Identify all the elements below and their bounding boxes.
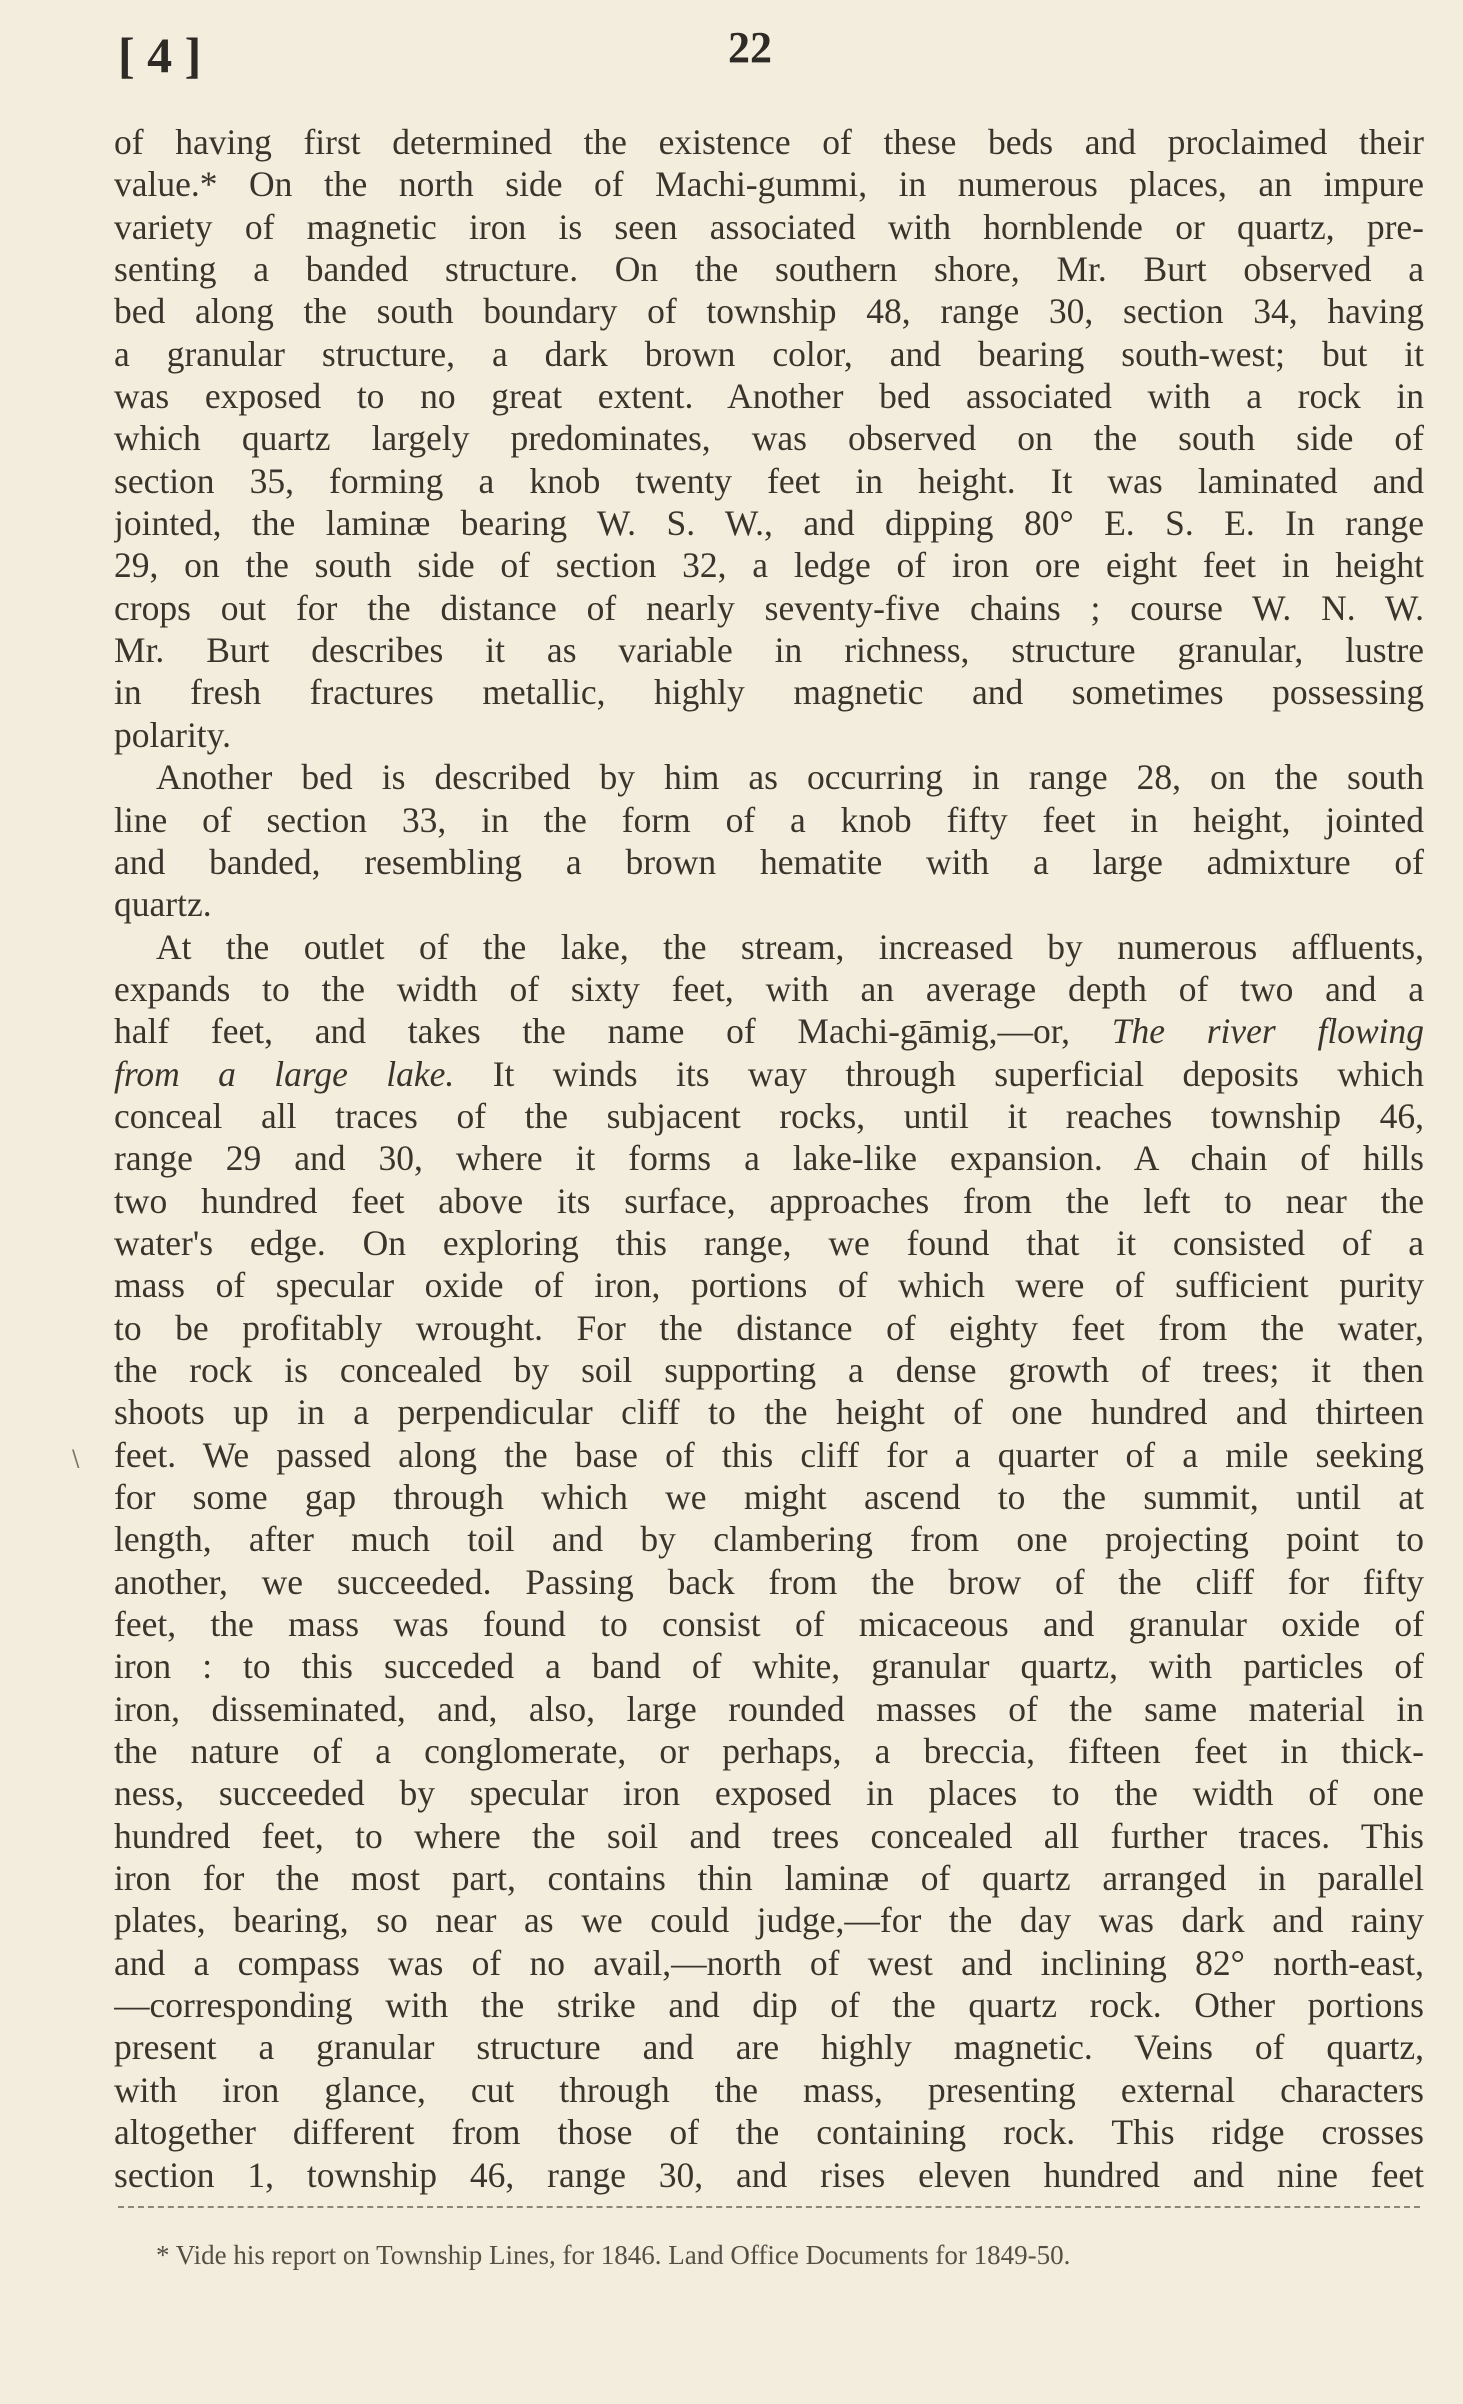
- text-line: iron : to this succeded a band of white, granular quartz, with particles of: [114, 1646, 1424, 1687]
- text-line: quartz.: [114, 884, 212, 925]
- text-line: crops out for the distance of nearly seventy-five chains ; course W. N. W.: [114, 587, 1424, 628]
- text-line: and a compass was of no avail,—north of west and inclining 82° north-east,: [114, 1942, 1424, 1983]
- body-text: [114, 121, 1424, 2196]
- footnote-rule: [118, 2206, 1420, 2208]
- text-line: feet, the mass was found to consist of micaceous and granular oxide of: [114, 1604, 1424, 1645]
- text-line: to be profitably wrought. For the distance of eighty feet from the water,: [114, 1307, 1424, 1348]
- text-line: senting a banded structure. On the southern shore, Mr. Burt observed a: [114, 249, 1424, 290]
- italic-phrase: The river flowing: [1111, 1011, 1424, 1052]
- text-line: iron, disseminated, and, also, large rounded masses of the same material in: [114, 1688, 1424, 1729]
- text-line: another, we succeeded. Passing back from the brow of the cliff for fifty: [114, 1561, 1424, 1602]
- text-line: for some gap through which we might ascend to the summit, until at: [114, 1477, 1424, 1517]
- text-line: two hundred feet above its surface, approaches from the left to near the: [114, 1180, 1424, 1221]
- text-line: of having first determined the existence of these beds and proclaimed their: [114, 122, 1424, 162]
- text-line: —corresponding with the strike and dip of the quartz rock. Other portions: [114, 1985, 1424, 2026]
- text-line: feet. We passed along the base of this cliff for a quarter of a mile seeking: [114, 1434, 1424, 1475]
- text-line: mass of specular oxide of iron, portions of which were of sufficient purity: [114, 1265, 1424, 1306]
- text-line: section 1, township 46, range 30, and rises eleven hundred and nine feet: [114, 2154, 1424, 2195]
- bracket-page-number: [ 4 ]: [118, 27, 202, 83]
- text-line: and banded, resembling a brown hematite with a large admixture of: [114, 841, 1424, 882]
- text-line: plates, bearing, so near as we could judge,—for the day was dark and rainy: [114, 1900, 1424, 1941]
- text-line: Mr. Burt describes it as variable in richness, structure granular, lustre: [114, 630, 1424, 671]
- footnote: * Vide his report on Township Lines, for 1846. Land Office Documents for 1849-50.: [156, 2240, 1071, 2270]
- text-line: a granular structure, a dark brown color, and bearing south-west; but it: [114, 333, 1424, 374]
- page-header: [0, 0, 1463, 110]
- text-line: expands to the width of sixty feet, with an average depth of two and a: [114, 968, 1424, 1009]
- text-line: half feet, and takes the name of Machi-gāmig,—or, The river flowing: [114, 1011, 1424, 1052]
- text-line: ness, succeeded by specular iron exposed in places to the width of one: [114, 1773, 1424, 1814]
- text-line: polarity.: [114, 714, 231, 755]
- text-line: the nature of a conglomerate, or perhaps, a breccia, fifteen feet in thick-: [114, 1731, 1424, 1772]
- text-line: which quartz largely predominates, was observed on the south side of: [114, 418, 1424, 459]
- text-line: with iron glance, cut through the mass, presenting external characters: [114, 2069, 1424, 2110]
- text-line: hundred feet, to where the soil and trees concealed all further traces. This: [114, 1815, 1424, 1856]
- text-line: At the outlet of the lake, the stream, increased by numerous affluents,: [156, 926, 1424, 967]
- text-line: Another bed is described by him as occurring in range 28, on the south: [156, 757, 1424, 798]
- text-line: water's edge. On exploring this range, we found that it consisted of a: [114, 1222, 1424, 1263]
- text-line: section 35, forming a knob twenty feet in height. It was laminated and: [114, 460, 1424, 501]
- margin-mark: \: [72, 1447, 80, 1472]
- text-line: from a large lake. It winds its way through superficial deposits which: [114, 1053, 1424, 1094]
- page-number: 22: [728, 23, 772, 72]
- text-line: 29, on the south side of section 32, a ledge of iron ore eight feet in height: [114, 545, 1424, 586]
- text-line: line of section 33, in the form of a knob fifty feet in height, jointed: [114, 799, 1424, 840]
- text-line: iron for the most part, contains thin laminæ of quartz arranged in parallel: [114, 1858, 1424, 1899]
- text-line: conceal all traces of the subjacent rocks, until it reaches township 46,: [114, 1095, 1424, 1136]
- text-line: shoots up in a perpendicular cliff to the height of one hundred and thirteen: [114, 1392, 1424, 1433]
- text-line: value.* On the north side of Machi-gummi, in numerous places, an impure: [114, 164, 1424, 205]
- text-line: altogether different from those of the containing rock. This ridge crosses: [114, 2112, 1424, 2153]
- text-line: was exposed to no great extent. Another bed associated with a rock in: [114, 376, 1424, 417]
- text-line: in fresh fractures metallic, highly magnetic and sometimes possessing: [114, 672, 1424, 713]
- text-line: bed along the south boundary of township 48, range 30, section 34, having: [114, 291, 1424, 332]
- text-line: range 29 and 30, where it forms a lake-like expansion. A chain of hills: [114, 1138, 1424, 1179]
- text-line: variety of magnetic iron is seen associated with hornblende or quartz, pre-: [114, 206, 1424, 247]
- text-line: present a granular structure and are highly magnetic. Veins of quartz,: [114, 2027, 1424, 2068]
- text-line: jointed, the laminæ bearing W. S. W., and dipping 80° E. S. E. In range: [114, 503, 1424, 544]
- italic-phrase: from a large lake.: [114, 1053, 455, 1094]
- text-line: the rock is concealed by soil supporting a dense growth of trees; it then: [114, 1349, 1424, 1390]
- text-line: length, after much toil and by clambering from one projecting point to: [114, 1519, 1424, 1560]
